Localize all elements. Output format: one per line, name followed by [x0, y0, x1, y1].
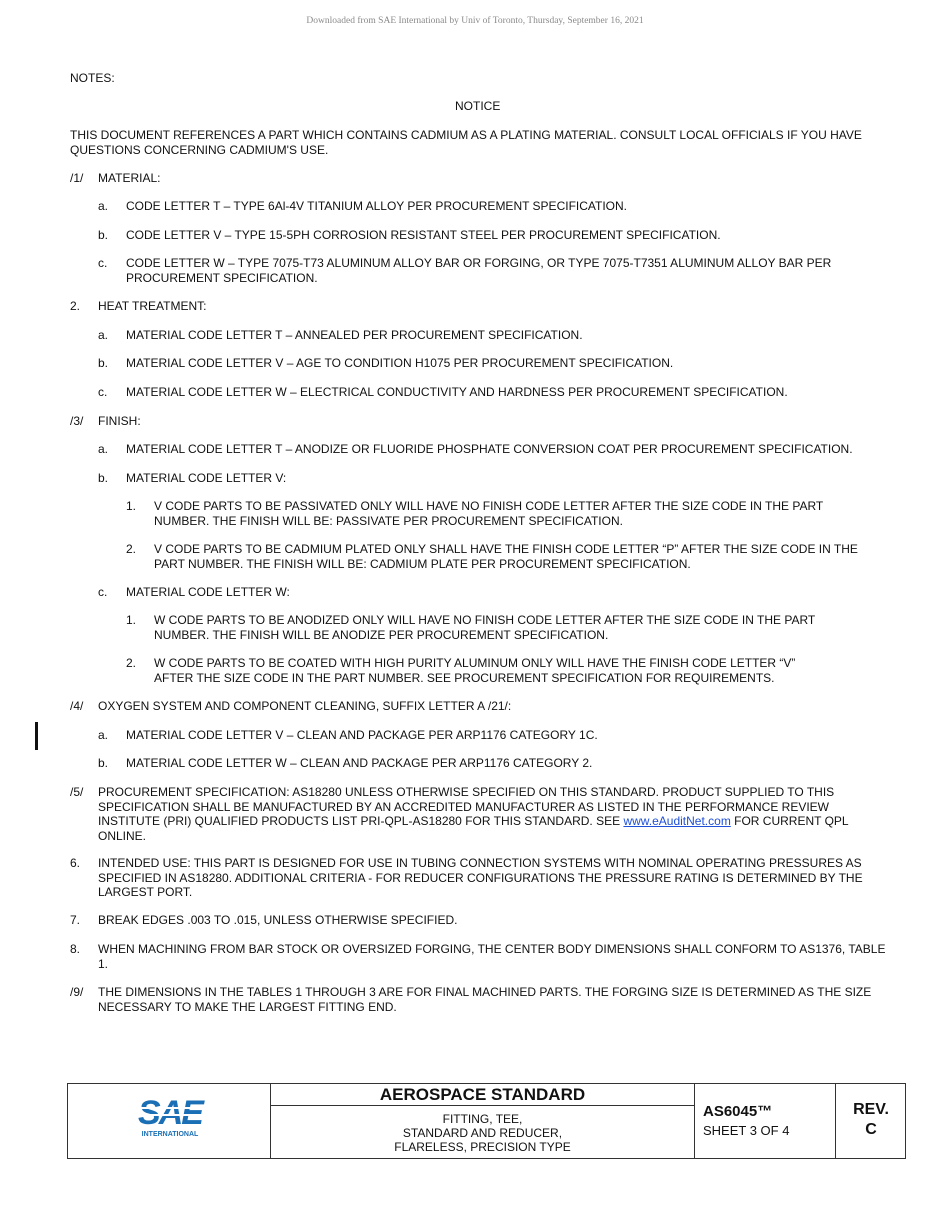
note-label: 1. — [126, 499, 137, 513]
subtitle-line: STANDARD AND REDUCER, — [402, 1126, 563, 1140]
note-label: /3/ — [70, 414, 84, 428]
note-label: c. — [98, 256, 108, 270]
note-label: 2. — [126, 656, 137, 670]
note-text: CODE LETTER V – TYPE 15-5PH CORROSION RESISTANT STEEL PER PROCUREMENT SPECIFICATION. — [126, 228, 721, 242]
download-banner: Downloaded from SAE International by Univ of Toronto, Thursday, September 16, 2021 — [306, 16, 644, 26]
note-label: 6. — [70, 856, 81, 870]
document-number-cell — [695, 1084, 836, 1158]
revision-label: REV. — [853, 1101, 889, 1118]
note-text: CODE LETTER W – TYPE 7075-T73 ALUMINUM ALLOY BAR OR FORGING, OR TYPE 7075-T7351 ALUMINUM ALLOY BAR PER PROCUREMENT SPECIFICATION. — [126, 256, 832, 285]
notice-title: NOTICE — [455, 99, 501, 113]
note-label: a. — [98, 328, 109, 342]
note-text: THE DIMENSIONS IN THE TABLES 1 THROUGH 3 ARE FOR FINAL MACHINED PARTS. THE FORGING SIZE IS DETERMINED AS THE SIZE NECESSARY TO MAKE THE LARGEST FITTING END. — [98, 985, 872, 1014]
note-label: b. — [98, 756, 109, 770]
note-text: W CODE PARTS TO BE COATED WITH HIGH PURITY ALUMINUM ONLY WILL HAVE THE FINISH CODE LETTER “V” AFTER THE SIZE CODE IN THE PART NUMBER. SEE PROCUREMENT SPECIFICATION FOR REQUIREMENTS. — [154, 656, 796, 685]
note-text: MATERIAL: — [98, 171, 161, 185]
note-text: V CODE PARTS TO BE PASSIVATED ONLY WILL HAVE NO FINISH CODE LETTER AFTER THE SIZE CODE IN THE PART NUMBER. THE FINISH WILL BE: PASSIVATE PER PROCUREMENT SPECIFICATION. — [154, 499, 824, 528]
eauditnet-link[interactable]: www.eAuditNet.com — [623, 814, 731, 828]
note-label: /5/ — [70, 785, 84, 799]
note-text: V CODE PARTS TO BE CADMIUM PLATED ONLY SHALL HAVE THE FINISH CODE LETTER “P” AFTER THE SIZE CODE IN THE PART NUMBER. THE FINISH WILL BE: CADMIUM PLATE PER PROCUREMENT SPECIFICATION. — [154, 542, 858, 571]
note-text: W CODE PARTS TO BE ANODIZED ONLY WILL HAVE NO FINISH CODE LETTER AFTER THE SIZE CODE IN THE PART NUMBER. THE FINISH WILL BE ANODIZE PER PROCUREMENT SPECIFICATION. — [154, 613, 816, 642]
title-cell — [271, 1084, 695, 1158]
logo-cell — [68, 1084, 271, 1158]
note-label: b. — [98, 356, 109, 370]
sae-logo — [134, 1094, 206, 1140]
note-label: a. — [98, 728, 109, 742]
note-label: 1. — [126, 613, 137, 627]
note-label: a. — [98, 199, 109, 213]
subtitle-line: FITTING, TEE, — [442, 1112, 523, 1126]
note-label: /4/ — [70, 699, 84, 713]
note-text — [98, 785, 888, 843]
note-text-after: FOR CURRENT QPL ONLINE. — [98, 814, 849, 843]
sae-logo-text: SAE — [138, 1094, 202, 1132]
note-text: INTENDED USE: THIS PART IS DESIGNED FOR USE IN TUBING CONNECTION SYSTEMS WITH NOMINAL OPERATING PRESSURES AS SPECIFIED IN AS18280. ADDITIONAL CRITERIA - FOR REDUCER CONFIGURATIONS THE PRESSURE RATING IS DETERMINED BY THE LARGEST PORT. — [98, 856, 863, 899]
document-number: AS6045™ — [703, 1103, 773, 1120]
subtitle-line: FLARELESS, PRECISION TYPE — [394, 1140, 571, 1154]
note-label: 7. — [70, 913, 81, 927]
note-label: c. — [98, 585, 108, 599]
note-text: BREAK EDGES .003 TO .015, UNLESS OTHERWISE SPECIFIED. — [98, 913, 458, 927]
revision-cell — [836, 1084, 906, 1158]
note-text-before: PROCUREMENT SPECIFICATION: AS18280 UNLESS OTHERWISE SPECIFIED ON THIS STANDARD. PRODUCT SUPPLIED TO THIS SPECIFICATION SHALL BE MANUFACTURED BY AN ACCREDITED MANUFACTURER AS LISTED IN THE PERFORMANCE REVIEW INSTITUTE (PRI) QUALIFIED PRODUCTS LIST PRI-QPL-AS18280 FOR THIS STANDARD. SEE — [98, 785, 835, 828]
note-label: a. — [98, 442, 109, 456]
note-text: MATERIAL CODE LETTER T – ANNEALED PER PROCUREMENT SPECIFICATION. — [126, 328, 583, 342]
note-label: 2. — [126, 542, 137, 556]
note-text: MATERIAL CODE LETTER V – AGE TO CONDITION H1075 PER PROCUREMENT SPECIFICATION. — [126, 356, 674, 370]
note-text: CODE LETTER T – TYPE 6Al-4V TITANIUM ALLOY PER PROCUREMENT SPECIFICATION. — [126, 199, 628, 213]
note-text: MATERIAL CODE LETTER W: — [126, 585, 290, 599]
sheet-number: SHEET 3 OF 4 — [703, 1123, 790, 1138]
note-label: /1/ — [70, 171, 84, 185]
note-label: b. — [98, 471, 109, 485]
notes-heading: NOTES: — [70, 71, 115, 85]
revision-value: C — [865, 1121, 877, 1138]
sae-logo-subtext: INTERNATIONAL — [141, 1131, 199, 1138]
standard-heading: AEROSPACE STANDARD — [271, 1084, 694, 1106]
note-label: b. — [98, 228, 109, 242]
notice-text: THIS DOCUMENT REFERENCES A PART WHICH CONTAINS CADMIUM AS A PLATING MATERIAL. CONSULT LOCAL OFFICIALS IF YOU HAVE QUESTIONS CONCERNING CADMIUM'S USE. — [70, 128, 862, 157]
note-label: c. — [98, 385, 108, 399]
note-label: /9/ — [70, 985, 84, 999]
note-text: MATERIAL CODE LETTER W – ELECTRICAL CONDUCTIVITY AND HARDNESS PER PROCUREMENT SPECIFICATION. — [126, 385, 788, 399]
note-label: 2. — [70, 299, 81, 313]
note-text: HEAT TREATMENT: — [98, 299, 207, 313]
document-subtitle — [271, 1112, 694, 1154]
title-block — [67, 1083, 906, 1159]
note-text: FINISH: — [98, 414, 141, 428]
note-text: WHEN MACHINING FROM BAR STOCK OR OVERSIZED FORGING, THE CENTER BODY DIMENSIONS SHALL CONFORM TO AS1376, TABLE 1. — [98, 942, 886, 971]
note-text: MATERIAL CODE LETTER T – ANODIZE OR FLUORIDE PHOSPHATE CONVERSION COAT PER PROCUREMENT SPECIFICATION. — [126, 442, 853, 456]
revision-change-bar — [35, 722, 38, 750]
note-text: MATERIAL CODE LETTER V – CLEAN AND PACKAGE PER ARP1176 CATEGORY 1C. — [126, 728, 598, 742]
note-text: OXYGEN SYSTEM AND COMPONENT CLEANING, SUFFIX LETTER A /21/: — [98, 699, 512, 713]
note-text: MATERIAL CODE LETTER V: — [126, 471, 287, 485]
note-label: 8. — [70, 942, 81, 956]
note-text: MATERIAL CODE LETTER W – CLEAN AND PACKAGE PER ARP1176 CATEGORY 2. — [126, 756, 593, 770]
